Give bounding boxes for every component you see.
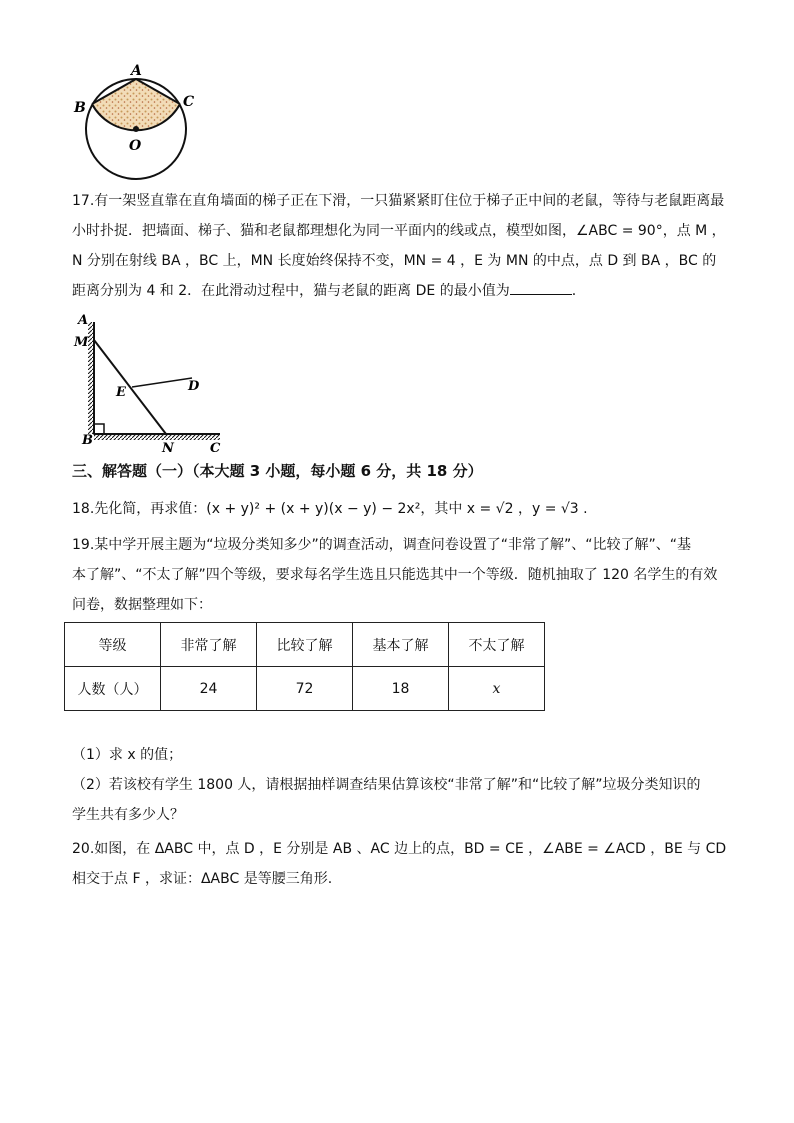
label-a: A [131,63,142,79]
table-row [65,667,545,711]
q17-line-3: N 分别在射线 BA ，BC 上，MN 长度始终保持不变，MN = 4 ，E 为 MN 的中点，点 D 到 BA ，BC 的 [72,253,717,269]
q17-line-1: 17.有一架竖直靠在直角墙面的梯子正在下滑，一只猫紧紧盯住位于梯子正中间的老鼠，等待与老鼠距离最 [72,193,725,209]
q17-line-4 [72,276,732,306]
label-n: N [162,441,174,456]
table-cell: x [449,667,545,711]
q17-line-2: 小时扑捉．把墙面、梯子、猫和老鼠都理想化为同一平面内的线或点，模型如图，∠ABC = 90°，点 M ， [72,223,726,239]
section-3-heading: 三、解答题（一）（本大题 3 小题，每小题 6 分，共 18 分） [72,462,483,480]
question-20 [72,834,732,894]
table-header-cell: 基本了解 [353,623,449,667]
label-e: E [116,385,126,400]
table-header-cell: 比较了解 [257,623,353,667]
q19-sub-2a: （2）若该校有学生 1800 人，请根据抽样调查结果估算该校“非常了解”和“比较了解”垃圾分类知识的 [72,777,701,793]
label-o: O [129,138,142,154]
question-17 [72,186,732,306]
answer-blank [510,280,572,295]
center-point-o [133,126,139,132]
segment-ed [132,378,192,387]
q19-line-2: 本了解”、“不太了解”四个等级，要求每名学生选且只能选其中一个等级．随机抽取了 120 名学生的有效 [72,567,718,583]
label-a: A [78,313,89,328]
label-b: B [82,433,93,448]
q17-line-4-text: 距离分别为 4 和 2．在此滑动过程中，猫与老鼠的距离 DE 的最小值为 [72,283,510,299]
survey-table [64,622,545,711]
question-19-subparts [72,740,732,830]
label-c: C [183,94,195,110]
right-angle-mark [94,424,104,434]
q19-line-1: 19.某中学开展主题为“垃圾分类知多少”的调查活动，调查问卷设置了“非常了解”、“比较了解”、“基 [72,537,692,553]
table-header-row [65,623,545,667]
ladder-figure [72,310,232,458]
ladder-mn [94,340,166,434]
table-header-cell: 等级 [65,623,161,667]
table-cell: 人数（人） [65,667,161,711]
table-header-cell: 非常了解 [161,623,257,667]
table-cell: 24 [161,667,257,711]
q19-sub-2b: 学生共有多少人？ [72,807,184,823]
q20-line-1: 20.如图，在 ΔABC 中，点 D ，E 分别是 AB 、AC 边上的点，BD = CE ，∠ABE = ∠ACD ，BE 与 CD [72,841,727,857]
table-cell: 18 [353,667,449,711]
table-header-cell: 不太了解 [449,623,545,667]
label-b: B [74,100,86,116]
question-18: 18.先化简，再求值：(x + y)² + (x + y)(x − y) − 2x²，其中 x = √2 ，y = √3 . [72,501,588,517]
label-c: C [210,441,221,456]
shaded-region [92,79,180,130]
q19-sub-1: （1）求 x 的值； [72,747,183,763]
question-19 [72,530,732,620]
label-m: M [74,335,89,350]
q20-line-2: 相交于点 F ，求证：ΔABC 是等腰三角形. [72,871,333,887]
q19-line-3: 问卷，数据整理如下： [72,597,212,613]
table-cell: 72 [257,667,353,711]
q17-line-4-end: . [571,283,577,299]
label-d: D [188,379,200,394]
circle-figure [72,62,212,180]
